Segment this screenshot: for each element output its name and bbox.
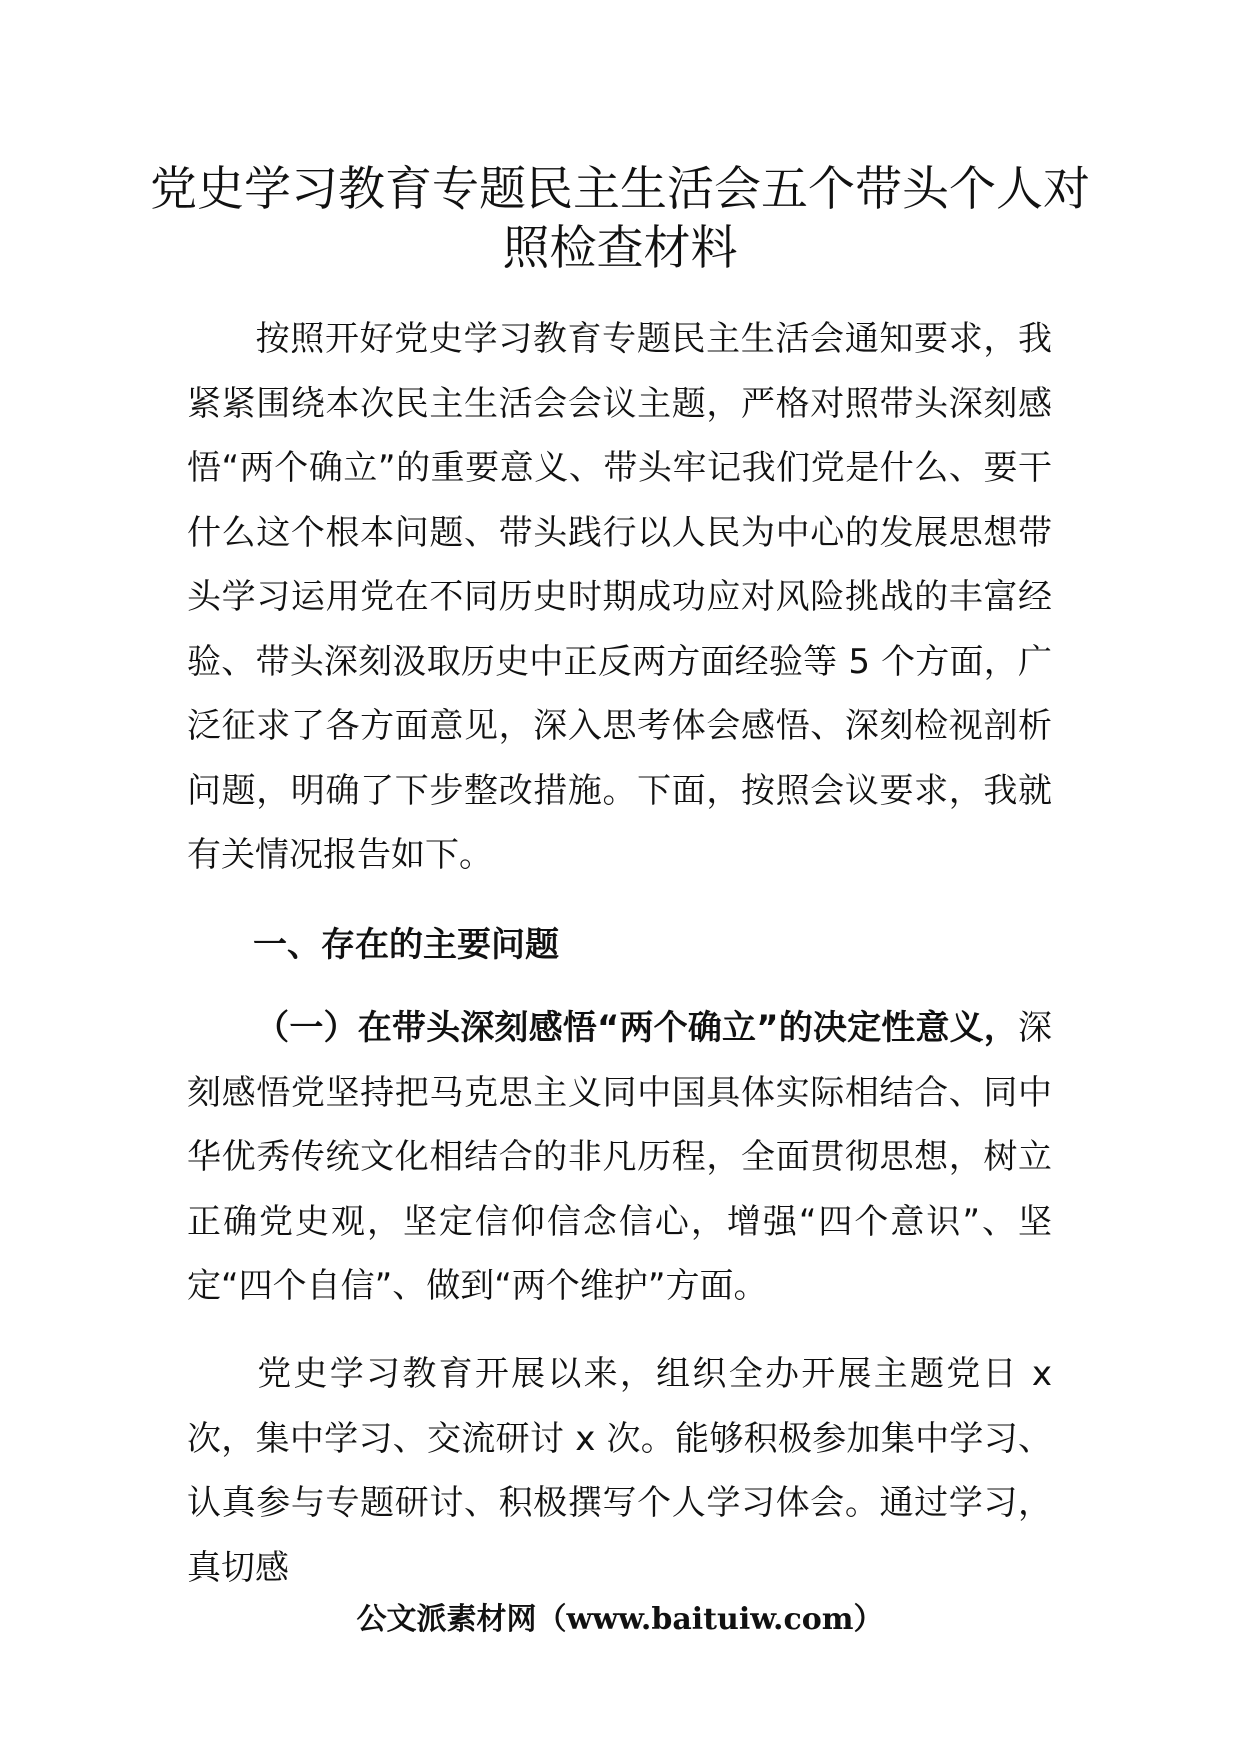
subsection-text: 深刻感悟党坚持把马克思主义同中国具体实际相结合、同中华优秀传统文化相结合的非凡历程，全面贯彻思想，树立正确党史观，坚定信仰信念信心，增强“四个意识”、坚定“四个自信”、做到“两个维护”方面。 <box>187 1008 1052 1306</box>
subsection-heading: （一）在带头深刻感悟“两个确立”的决定性意义， <box>255 1008 1018 1048</box>
intro-paragraph-text: 按照开好党史学习教育专题民主生活会通知要求，我紧紧围绕本次民主生活会会议主题，严格对照带头深刻感悟“两个确立”的重要意义、带头牢记我们党是什么、要干什么这个根本问题、带头践行以人民为中心的发展思想带头学习运用党在不同历史时期成功应对风险挑战的丰富经验、带头深刻汲取历史中正反两方面经验等 5 个方面，广泛征求了各方面意见，深入思考体会感悟、深刻检视剖析问题，明确了下步整改措施。下面，按照会议要求，我就有关情况报告如下。 <box>187 319 1052 875</box>
document-title: 党史学习教育专题民主生活会五个带头个人对照检查材料 <box>150 162 1090 276</box>
intro-paragraph <box>187 307 1052 888</box>
body-paragraph <box>187 1342 1052 1600</box>
body-paragraph-text: 党史学习教育开展以来，组织全办开展主题党日 x 次，集中学习、交流研讨 x 次。能够积极参加集中学习、认真参与专题研讨、积极撰写个人学习体会。通过学习，真切感 <box>187 1354 1052 1588</box>
page-footer: 公文派素材网（www.baituiw.com） <box>356 1602 884 1637</box>
subsection-paragraph <box>187 996 1052 1319</box>
section-heading: 一、存在的主要问题 <box>253 925 559 965</box>
